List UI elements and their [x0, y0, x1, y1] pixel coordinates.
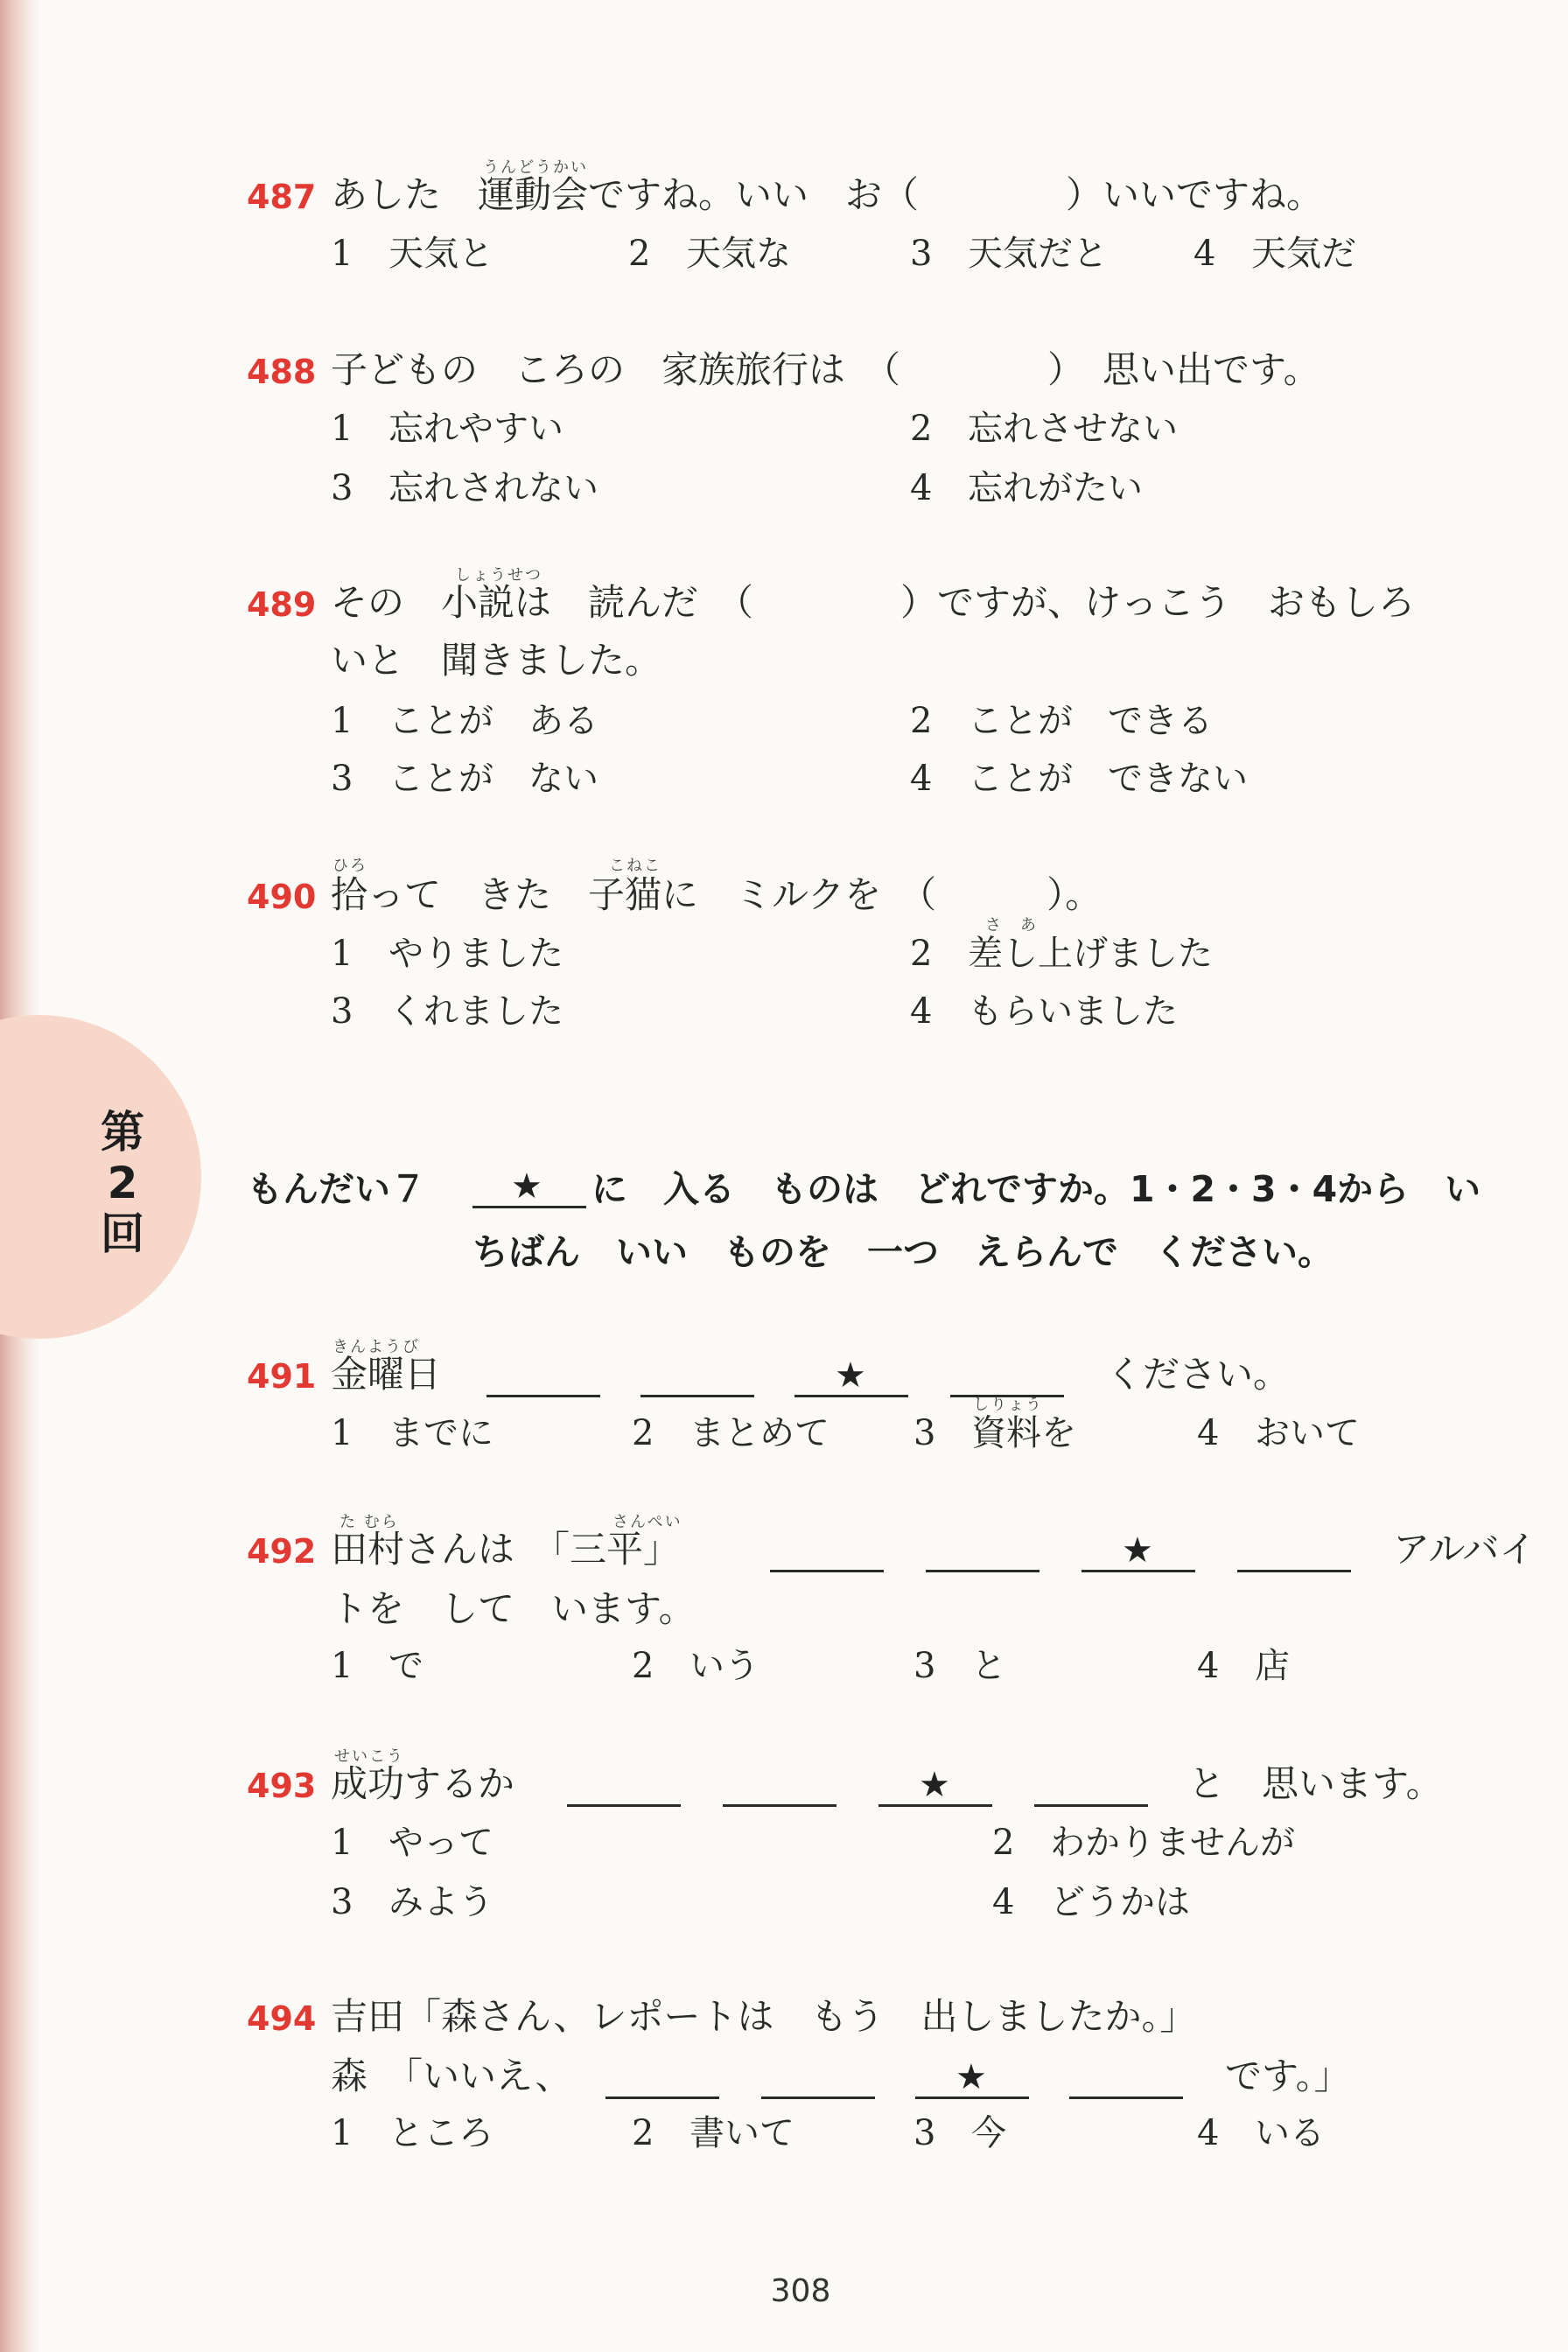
answer-blank[interactable] — [640, 1395, 754, 1397]
option-text: 忘れやすい — [388, 409, 564, 449]
option-number: 3 — [331, 991, 354, 1032]
option-1[interactable] — [331, 2112, 494, 2154]
option-2[interactable] — [910, 408, 1178, 450]
option-number: 1 — [331, 701, 354, 741]
option-number: 4 — [992, 1882, 1015, 1922]
option-4[interactable] — [910, 467, 1143, 509]
chapter-tab-char: 第 — [101, 1107, 144, 1158]
answer-blank[interactable] — [567, 1804, 681, 1807]
option-text: どうかは — [1050, 1882, 1190, 1922]
option-4[interactable] — [1197, 1412, 1360, 1454]
question-number: 487 — [247, 178, 317, 216]
furigana: こねこ — [609, 857, 662, 875]
section-title: もんだい７ — [247, 1168, 426, 1210]
option-number: 3 — [914, 2113, 936, 2153]
option-text: 天気だ — [1251, 234, 1356, 274]
answer-blank[interactable] — [1034, 1804, 1148, 1807]
option-text: いる — [1255, 2113, 1325, 2153]
option-text: 資料を — [971, 1413, 1076, 1453]
option-2[interactable] — [910, 700, 1213, 742]
option-number: 4 — [910, 468, 933, 508]
question-text-suffix: アルバイ — [1393, 1528, 1536, 1571]
option-text: おいて — [1255, 1413, 1360, 1453]
option-4[interactable] — [992, 1881, 1190, 1923]
option-number: 2 — [910, 701, 933, 741]
furigana: きんようび — [332, 1338, 420, 1356]
option-4[interactable] — [910, 758, 1248, 800]
question-number: 494 — [247, 1999, 317, 2038]
option-number: 2 — [632, 1646, 654, 1686]
option-number: 4 — [1197, 1413, 1220, 1453]
option-text: 店 — [1255, 1646, 1290, 1686]
option-3[interactable] — [914, 1412, 1076, 1454]
option-text: 忘れされない — [388, 468, 598, 508]
star-icon: ★ — [511, 1166, 542, 1207]
option-text: 差し上げました — [968, 934, 1213, 974]
option-3[interactable] — [914, 2112, 1006, 2154]
option-text: やって — [388, 1823, 494, 1863]
option-text: までに — [388, 1413, 494, 1453]
option-number: 2 — [992, 1823, 1015, 1863]
option-3[interactable] — [331, 758, 598, 800]
question-text: 吉田「森さん、レポートは もう 出しましたか。」 — [331, 1995, 1197, 2038]
chapter-tab-number: 2 — [107, 1158, 138, 1208]
option-4[interactable] — [1197, 1645, 1290, 1687]
answer-blank[interactable] — [770, 1570, 884, 1572]
option-text: くれました — [388, 991, 564, 1032]
option-text: 今 — [971, 2113, 1006, 2153]
option-2[interactable] — [910, 933, 1213, 975]
furigana: せいこう — [334, 1747, 404, 1766]
option-text: ところ — [388, 2113, 494, 2153]
option-2[interactable] — [628, 233, 791, 275]
option-1[interactable] — [331, 700, 598, 742]
option-text: ことが ない — [388, 759, 598, 799]
question-text-suffix: です。」 — [1225, 2054, 1351, 2097]
option-1[interactable] — [331, 933, 564, 975]
option-3[interactable] — [331, 1881, 494, 1923]
option-1[interactable] — [331, 408, 564, 450]
question-text: あした 運動会ですね。いい お（ ）いいですね。 — [331, 173, 1324, 216]
option-text: いう — [690, 1646, 760, 1686]
option-number: 1 — [331, 2113, 354, 2153]
option-1[interactable] — [331, 1412, 494, 1454]
chapter-tab-char: 回 — [101, 1208, 144, 1259]
option-number: 1 — [331, 934, 354, 974]
option-number: 2 — [632, 1413, 654, 1453]
option-text: ことが ある — [388, 701, 598, 741]
option-number: 3 — [914, 1413, 936, 1453]
option-3[interactable] — [914, 1645, 1006, 1687]
option-4[interactable] — [1197, 2112, 1325, 2154]
option-number: 1 — [331, 1646, 354, 1686]
furigana: さんぺい — [612, 1513, 682, 1531]
question-text-continued: 森 「いいえ、 — [331, 2054, 572, 2097]
option-text: まとめて — [690, 1413, 830, 1453]
option-number: 2 — [632, 2113, 654, 2153]
question-text: 田村さんは 「三平」 — [331, 1528, 681, 1571]
option-2[interactable] — [632, 1645, 760, 1687]
option-text: もらいました — [968, 991, 1178, 1032]
option-3[interactable] — [910, 233, 1108, 275]
section-instruction-continued: ちばん いい ものを 一つ えらんで ください。 — [472, 1231, 1334, 1273]
furigana: しりょう — [973, 1396, 1043, 1414]
option-number: 3 — [910, 234, 933, 274]
question-text: その 小説は 読んだ （ ）ですが、けっこう おもしろ — [331, 581, 1416, 624]
question-number: 493 — [247, 1767, 317, 1805]
furigana: ひろ — [332, 857, 368, 875]
answer-blank[interactable] — [486, 1395, 600, 1397]
star-icon: ★ — [956, 2057, 987, 2097]
option-number: 3 — [331, 759, 354, 799]
question-text-suffix: ください。 — [1106, 1353, 1291, 1396]
option-text: やりました — [388, 934, 564, 974]
option-2[interactable] — [992, 1822, 1295, 1864]
option-2[interactable] — [632, 2112, 794, 2154]
question-number: 491 — [247, 1357, 317, 1396]
option-1[interactable] — [331, 1822, 494, 1864]
option-text: 天気と — [388, 234, 494, 274]
answer-blank[interactable] — [723, 1804, 836, 1807]
option-number: 2 — [910, 409, 933, 449]
question-text-continued: いと 聞きました。 — [331, 639, 662, 682]
star-icon: ★ — [835, 1355, 866, 1396]
option-4[interactable] — [910, 990, 1178, 1032]
option-number: 4 — [1197, 1646, 1220, 1686]
option-text: ことが できない — [968, 759, 1248, 799]
option-text: で — [388, 1646, 424, 1686]
option-text: と — [971, 1646, 1006, 1686]
option-text: 天気だと — [968, 234, 1108, 274]
question-text-continued: トを して います。 — [331, 1587, 696, 1630]
option-number: 1 — [331, 1413, 354, 1453]
answer-blank[interactable] — [606, 2096, 719, 2099]
answer-blank[interactable] — [1237, 1570, 1351, 1572]
option-number: 4 — [1194, 234, 1216, 274]
furigana: うんどうかい — [483, 158, 588, 177]
option-3[interactable] — [331, 467, 598, 509]
section-instruction: に 入る ものは どれですか。1・2・3・4から い — [592, 1168, 1481, 1210]
option-2[interactable] — [632, 1412, 830, 1454]
option-text: みよう — [388, 1882, 494, 1922]
option-number: 4 — [1197, 2113, 1220, 2153]
question-text: 金曜日 — [331, 1353, 442, 1396]
option-number: 1 — [331, 234, 354, 274]
page-number: 308 — [770, 2273, 831, 2309]
option-text: ことが できる — [968, 701, 1213, 741]
option-number: 3 — [914, 1646, 936, 1686]
option-3[interactable] — [331, 990, 564, 1032]
furigana: さ あ — [985, 916, 1038, 934]
option-1[interactable] — [331, 1645, 424, 1687]
option-4[interactable] — [1194, 233, 1356, 275]
question-number: 488 — [247, 353, 317, 391]
question-number: 490 — [247, 878, 317, 916]
star-icon: ★ — [919, 1765, 950, 1805]
option-number: 4 — [910, 991, 933, 1032]
option-number: 3 — [331, 468, 354, 508]
option-text: 忘れがたい — [968, 468, 1143, 508]
answer-blank[interactable] — [926, 1570, 1040, 1572]
option-text: 書いて — [690, 2113, 794, 2153]
option-number: 1 — [331, 1823, 354, 1863]
chapter-tab-label — [92, 1107, 153, 1259]
option-text: 忘れさせない — [968, 409, 1178, 449]
question-text: 拾って きた 子猫に ミルクを （ ）。 — [331, 873, 1102, 916]
answer-blank[interactable] — [1069, 2096, 1183, 2099]
option-text: わかりませんが — [1050, 1823, 1295, 1863]
option-number: 4 — [910, 759, 933, 799]
answer-blank[interactable] — [761, 2096, 875, 2099]
question-text-suffix: と 思います。 — [1188, 1762, 1443, 1805]
question-text: 成功するか — [331, 1762, 515, 1805]
question-number: 489 — [247, 585, 317, 624]
star-icon: ★ — [1122, 1530, 1153, 1571]
option-text: 天気な — [686, 234, 791, 274]
option-number: 2 — [628, 234, 651, 274]
furigana: た むら — [340, 1513, 399, 1531]
option-number: 3 — [331, 1882, 354, 1922]
furigana: しょうせつ — [455, 566, 542, 584]
option-number: 2 — [910, 934, 933, 974]
option-1[interactable] — [331, 233, 494, 275]
question-number: 492 — [247, 1532, 317, 1571]
question-text: 子どもの ころの 家族旅行は （ ） 思い出です。 — [331, 348, 1320, 391]
option-number: 1 — [331, 409, 354, 449]
